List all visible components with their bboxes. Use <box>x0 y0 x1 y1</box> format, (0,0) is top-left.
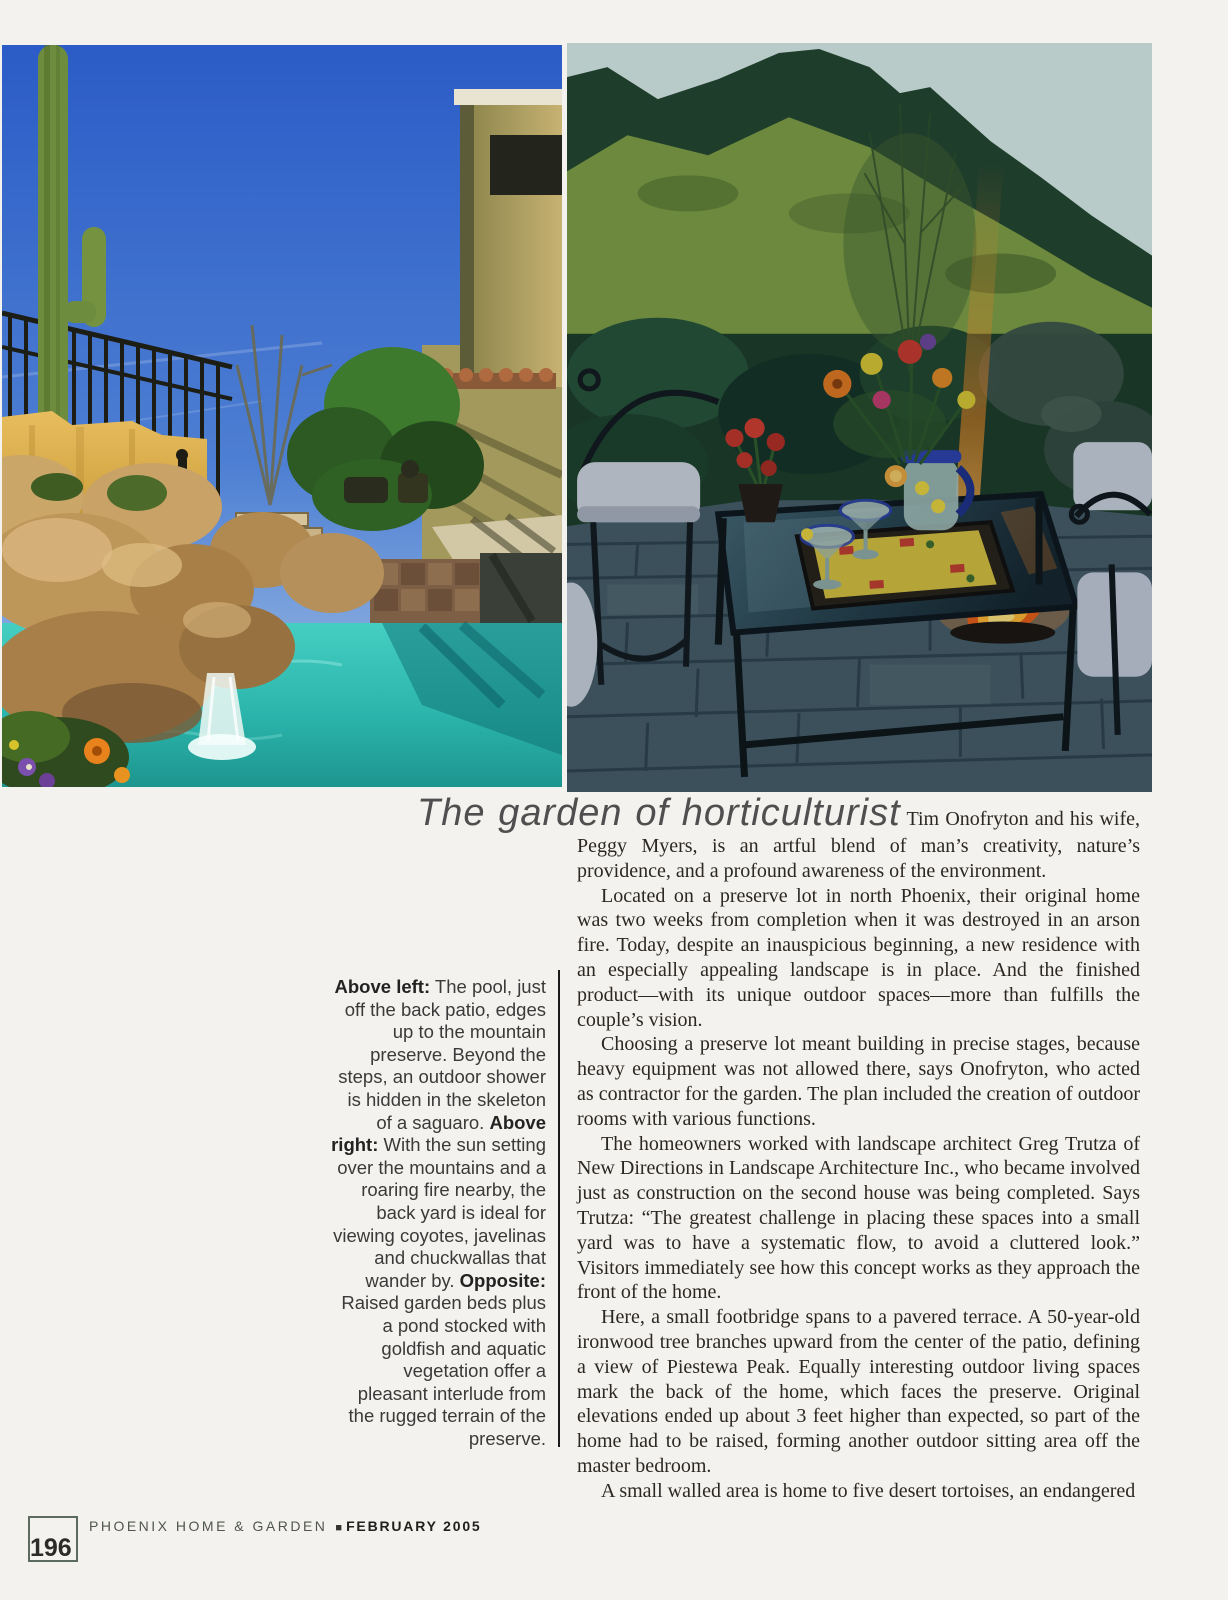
caption-text-above-left: The pool, just off the back patio, edges up to the mountain preserve. Beyond the steps, an outdoor shower is hidden in the skeleton of a saguaro. <box>338 976 546 1133</box>
lead-text: Tim Onofryton and his wife, Peggy Myers, is an artful blend of man’s creativity, nature’s providence, and a profound awareness of the environment. <box>577 808 1141 882</box>
photo-caption <box>330 976 546 1450</box>
caption-text-above-right: With the sun setting over the mountains and a roaring fire nearby, the back yard is ideal for viewing coyotes, javelinas and chuckwallas that wander by. <box>333 1134 546 1291</box>
page-title: The garden of horticulturist <box>417 792 901 834</box>
issue-date: FEBRUARY 2005 <box>346 1518 482 1534</box>
caption-label-opposite: Opposite: <box>459 1269 546 1291</box>
body-paragraph: A small walled area is home to five desert tortoises, an endangered <box>601 1479 1136 1502</box>
square-bullet-icon: ■ <box>335 1522 343 1534</box>
body-paragraph: Located on a preserve lot in north Phoenix, their original home was two weeks from completion when it was destroyed in an arson fire. Today, despite an inauspicious beginning, a new residence with an especially appealing landscape is in place. And the finished product—with its unique outdoor spaces—more than fulfills the couple’s vision. <box>577 884 1140 1031</box>
patio-photo-illustration <box>567 43 1152 792</box>
lead-paragraph <box>417 792 1141 884</box>
body-paragraph: Here, a small footbridge spans to a pavered terrace. A 50-year-old ironwood tree branches upward from the center of the patio, defining a view of Piestewa Peak. Equally interesting outdoor living spaces mark the back of the home, which faces the preserve. Original elevations ended up about 3 feet higher than expected, so part of the home had to be raised, forming another outdoor sitting area off the master bedroom. <box>577 1306 1140 1477</box>
caption-label-above-right: Above right: <box>331 1111 546 1156</box>
pool-photo-illustration <box>2 45 562 787</box>
body-paragraph: Choosing a preserve lot meant building in precise stages, because heavy equipment was not allowed there, says Onofryton, who acted as contractor for the garden. The plan included the creation of outdoor rooms with various functions. <box>577 1033 1140 1130</box>
pool-photo <box>2 45 562 787</box>
column-divider-rule <box>558 970 560 1447</box>
page-number: 196 <box>30 1534 72 1562</box>
footer-line <box>89 1518 482 1534</box>
body-paragraph: The homeowners worked with landscape architect Greg Trutza of New Directions in Landscape Architecture Inc., who became involved just as construction on the second house was being completed. Says Trutza: “The greatest challenge in placing these spaces into a small yard was to have a systematic flow, to avoid a cluttered look.” Visitors immediately see how this concept works as they approach the front of the home. <box>577 1132 1140 1304</box>
patio-photo <box>567 43 1152 792</box>
caption-label-above-left: Above left: <box>334 976 431 997</box>
caption-text-opposite: Raised garden beds plus a pond stocked with goldfish and aquatic vegetation offer a pleasant interlude from the rugged terrain of the preserve. <box>341 1292 546 1449</box>
magazine-title: PHOENIX HOME & GARDEN <box>89 1518 328 1534</box>
